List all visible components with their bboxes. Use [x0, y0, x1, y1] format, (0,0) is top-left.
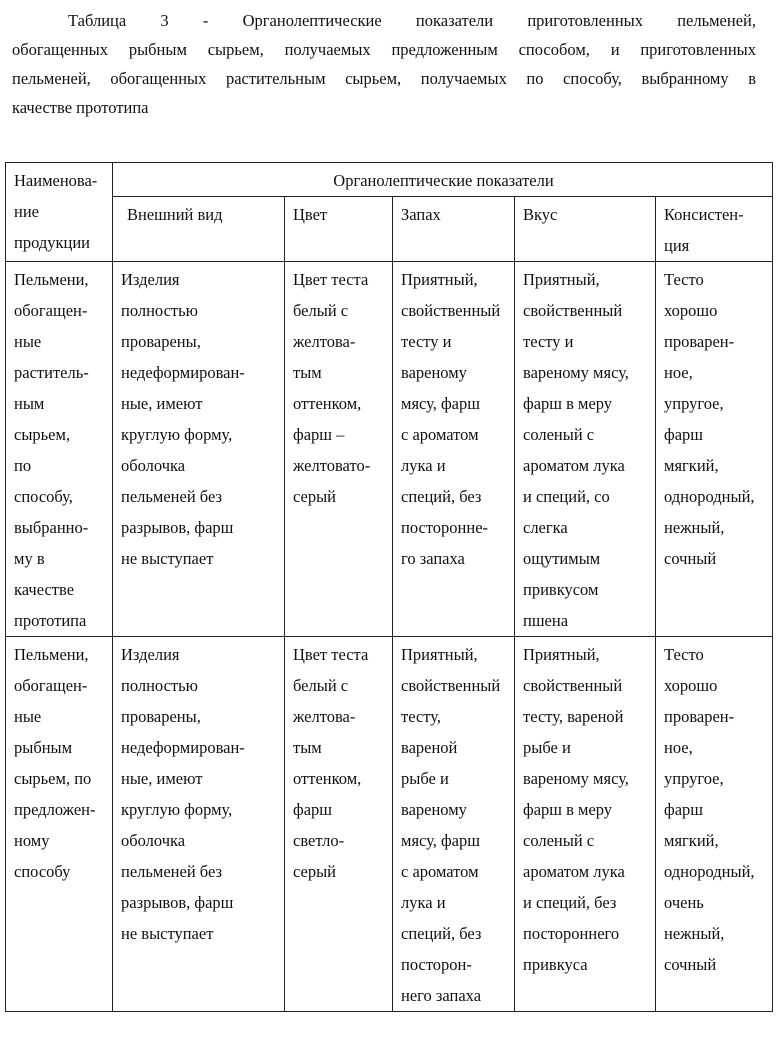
header-organoleptic-group: Органолептические показатели [113, 163, 773, 197]
table-caption [12, 6, 756, 122]
table-row [6, 637, 773, 1012]
header-product: Наименова- ние продукции [6, 163, 113, 262]
cell-taste: Приятный, свойственный тесту и вареному мясу, фарш в меру соленый с ароматом лука и специй, со слегка ощутимым привкусом пшена [515, 262, 656, 637]
cell-appearance: Изделия полностью проварены, недеформирован- ные, имеют круглую форму, оболочка пельменей без разрывов, фарш не выступает [113, 262, 285, 637]
cell-texture: Тесто хорошо проварен- ное, упругое, фарш мягкий, однородный, нежный, сочный [656, 262, 773, 637]
cell-appearance: Изделия полностью проварены, недеформирован- ные, имеют круглую форму, оболочка пельменей без разрывов, фарш не выступает [113, 637, 285, 1012]
header-row-2 [6, 197, 773, 262]
caption-line-3: пельменей, обогащенных растительным сырьем, получаемых по способу, выбранному в [12, 69, 756, 88]
header-smell: Запах [393, 197, 515, 262]
cell-color: Цвет теста белый с желтова- тым оттенком, фарш – желтовато- серый [285, 262, 393, 637]
caption-line-2: обогащенных рыбным сырьем, получаемых предложенным способом, и приготовленных [12, 40, 756, 59]
cell-product: Пельмени, обогащен- ные рыбным сырьем, по предложен- ному способу [6, 637, 113, 1012]
cell-smell: Приятный, свойственный тесту и вареному мясу, фарш с ароматом лука и специй, без постороннe- го запаха [393, 262, 515, 637]
caption-line-1: Таблица 3 - Органолептические показатели приготовленных пельменей, [68, 11, 756, 30]
cell-product: Пельмени, обогащен- ные раститель- ным сырьем, по способу, выбранно- му в качестве прототипа [6, 262, 113, 637]
cell-color: Цвет теста белый с желтова- тым оттенком, фарш светло- серый [285, 637, 393, 1012]
cell-taste: Приятный, свойственный тесту, вареной рыбе и вареному мясу, фарш в меру соленый с ароматом лука и специй, без постороннего привкуса [515, 637, 656, 1012]
caption-line-4: качестве прототипа [12, 98, 149, 117]
header-taste: Вкус [515, 197, 656, 262]
organoleptic-table [5, 162, 773, 1012]
table-row [6, 262, 773, 637]
cell-texture: Тесто хорошо проварен- ное, упругое, фарш мягкий, однородный, очень нежный, сочный [656, 637, 773, 1012]
header-color: Цвет [285, 197, 393, 262]
header-row-1 [6, 163, 773, 197]
cell-smell: Приятный, свойственный тесту, вареной рыбе и вареному мясу, фарш с ароматом лука и специй, без посторон- него запаха [393, 637, 515, 1012]
header-texture: Консистен- ция [656, 197, 773, 262]
header-appearance: Внешний вид [113, 197, 285, 262]
